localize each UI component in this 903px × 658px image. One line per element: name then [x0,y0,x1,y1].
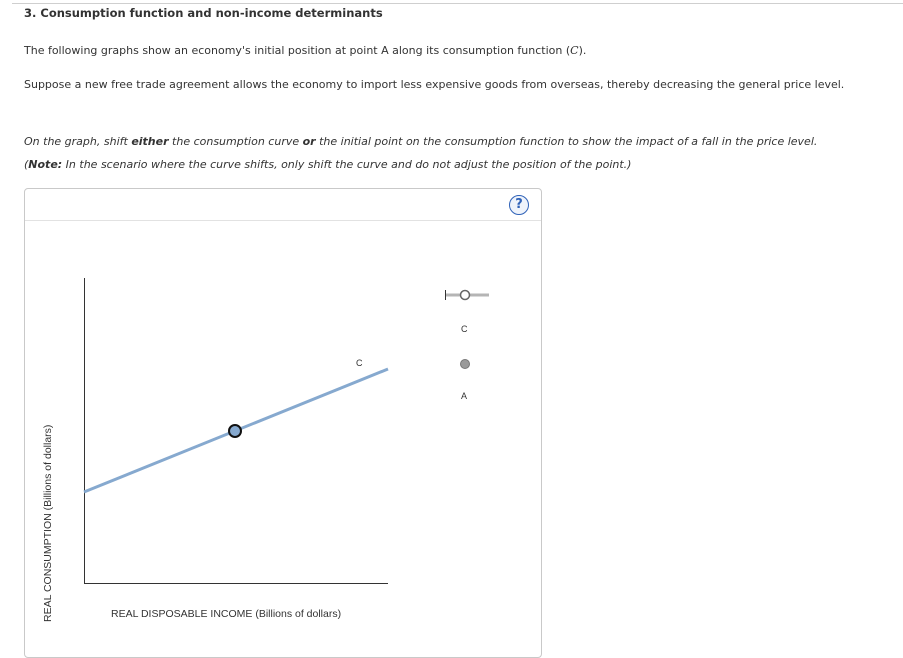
point-tool-icon[interactable] [461,360,470,369]
point-a[interactable] [229,425,241,437]
consumption-symbol: C [570,44,579,57]
instruction-text: On the graph, shift either the consumption curve or the initial point on the consumption function to show the impact of a fall in the price level. [24,135,818,148]
curve-label: C [356,358,363,368]
intro-text: The following graphs show an economy's initial position at point A along its consumption function (C). [24,44,587,57]
note-text: (Note: In the scenario where the curve shifts, only shift the curve and do not adjust the position of the point.) [24,158,632,171]
top-divider [12,3,903,4]
scenario-text: Suppose a new free trade agreement allows the economy to import less expensive goods from overseas, thereby decreasing the general price level. [24,78,845,91]
question-title: 3. Consumption function and non-income determinants [24,6,383,20]
x-axis-label: REAL DISPOSABLE INCOME (Billions of dollars) [111,608,342,620]
graph-canvas[interactable] [25,189,541,657]
graph-panel [24,188,542,658]
y-axis-label: REAL CONSUMPTION (Billions of dollars) [42,424,54,622]
point-tool-label: A [461,391,468,401]
curve-tool-label: C [461,324,468,334]
help-icon[interactable]: ? [509,195,529,215]
curve-tool-handle[interactable] [461,291,470,300]
